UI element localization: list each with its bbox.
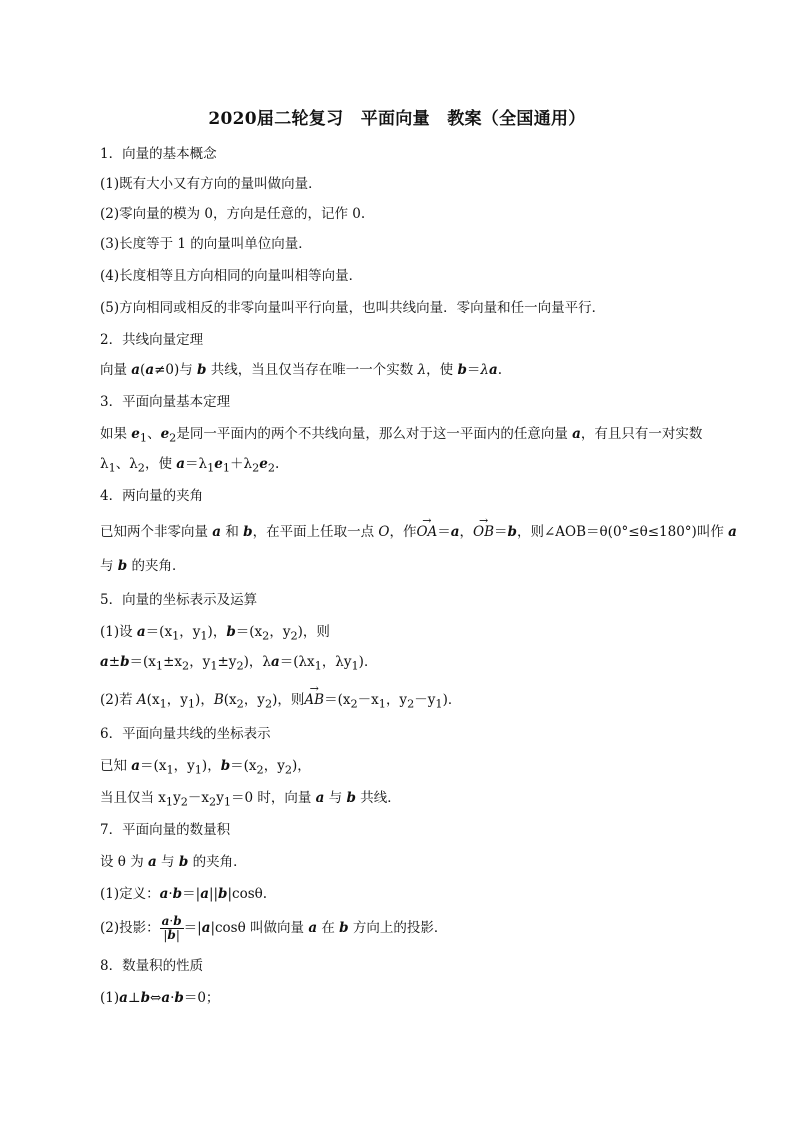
section-1-line-1: (1)既有大小又有方向的量叫做向量．	[100, 176, 322, 192]
vector-ab: → AB	[304, 690, 324, 710]
section-8-heading: 8．数量积的性质	[100, 958, 204, 974]
vector-oa: → OA	[416, 522, 437, 542]
projection-fraction: $\frac{a\cdot b}{|b|}$	[161, 914, 182, 942]
section-8-line-1: (1)a⊥b⇔a·b＝0；	[100, 990, 220, 1006]
section-2-heading: 2．共线向量定理	[100, 332, 204, 348]
section-4-heading: 4．两向量的夹角	[100, 488, 204, 504]
section-1-line-2: (2)零向量的模为 0，方向是任意的，记作 0.	[100, 206, 366, 222]
section-3-line-2: $\lambda_1$、$\lambda_2$，使 $a=\lambda_1e_1+\lambda_2e_2$.	[100, 456, 280, 475]
section-6-line-1: 已知 $a=(x_1$，$y_1$)，$b=(x_2$，$y_2$)，	[100, 758, 311, 777]
section-7-line-3: (2)投影： $\frac{a\cdot b}{|b|}$ ＝|a|cosθ 叫做向量 a 在 b 方向上的投影．	[100, 914, 448, 942]
section-3-heading: 3．平面向量基本定理	[100, 394, 231, 410]
vector-ob: → OB	[473, 522, 494, 542]
section-1-line-4: (4)长度相等且方向相同的向量叫相等向量．	[100, 268, 363, 284]
section-3-line-1: 如果 $e_1$、$e_2$是同一平面内的两个不共线向量，那么对于这一平面内的任意向量 a，有且只有一对实数	[100, 426, 703, 445]
section-5-line-3: (2)若 $A(x_1$，$y_1$)，$B(x_2$，$y_2$)，则→ $AB=(x_2-x_1$，$y_2-y_1$)．	[100, 690, 461, 715]
section-5-line-2: $a\pm b=(x_1\pm x_2$，$y_1\pm y_2$)，$\lambda a=(\lambda x_1$，$\lambda y_1$)．	[100, 654, 378, 673]
section-5-line-1: (1)设 $a=(x_1$，$y_1$)，$b=(x_2$，$y_2$)，则	[100, 624, 330, 643]
section-1-line-3: (3)长度等于 1 的向量叫单位向量．	[100, 236, 312, 252]
section-7-line-1: 设 θ 为 a 与 b 的夹角．	[100, 854, 247, 870]
section-2-line-1: 向量 a(a≠0)与 b 共线，当且仅当存在唯一一个实数 λ，使 b＝λa.	[100, 362, 503, 378]
section-6-line-2: 当且仅当 $x_1y_2-x_2y_1=0$ 时，向量 a 与 b 共线．	[100, 790, 401, 809]
section-1-line-5: (5)方向相同或相反的非零向量叫平行向量，也叫共线向量．零向量和任一向量平行．	[100, 300, 606, 316]
section-7-line-2: (1)定义：a·b＝|a||b|cosθ.	[100, 886, 268, 902]
section-6-heading: 6．平面向量共线的坐标表示	[100, 726, 271, 742]
section-4-line-1: 已知两个非零向量 a 和 b，在平面上任取一点 O，作→ OA＝a，→ OB＝b，则∠AOB＝θ(0°≤θ≤180°)叫作 a	[100, 522, 737, 542]
section-7-heading: 7．平面向量的数量积	[100, 822, 231, 838]
section-4-line-2: 与 b 的夹角．	[100, 558, 186, 574]
section-5-heading: 5．向量的坐标表示及运算	[100, 592, 258, 608]
page-title: 2020届二轮复习 平面向量 教案（全国通用）	[208, 109, 586, 129]
section-1-heading: 1．向量的基本概念	[100, 146, 217, 162]
